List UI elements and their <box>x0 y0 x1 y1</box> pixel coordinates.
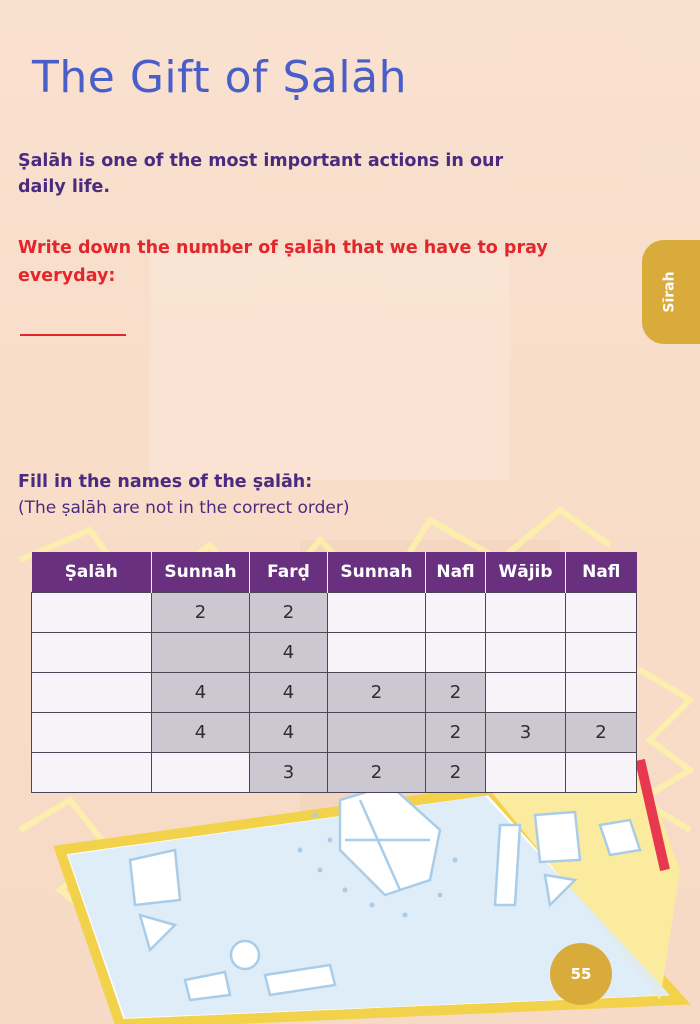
salah-name-cell[interactable] <box>32 753 152 793</box>
header-sunnah-after: Sunnah <box>328 552 426 593</box>
table-cell: 2 <box>426 753 486 793</box>
header-sunnah-before: Sunnah <box>152 552 250 593</box>
header-nafl-last: Nafl <box>566 552 637 593</box>
table-cell <box>486 673 566 713</box>
header-nafl: Nafl <box>426 552 486 593</box>
table-cell <box>486 633 566 673</box>
salah-name-cell[interactable] <box>32 673 152 713</box>
table-cell: 2 <box>566 713 637 753</box>
table-cell: 4 <box>152 673 250 713</box>
table-row <box>32 593 637 633</box>
header-fard: Farḍ <box>250 552 328 593</box>
side-tab-sirah <box>642 240 700 344</box>
header-wajib: Wājib <box>486 552 566 593</box>
instruction-text: Write down the number of ṣalāh that we have to pray everyday: <box>18 238 548 286</box>
table-cell <box>426 593 486 633</box>
table-row <box>32 713 637 753</box>
table-cell: 2 <box>328 673 426 713</box>
table-cell: 2 <box>250 593 328 633</box>
table-cell <box>566 633 637 673</box>
fill-in-heading: Fill in the names of the ṣalāh: <box>18 472 313 492</box>
table-cell: 4 <box>250 713 328 753</box>
table-cell: 2 <box>152 593 250 633</box>
table-header-row <box>32 552 637 593</box>
table-cell <box>566 673 637 713</box>
table-cell: 4 <box>250 673 328 713</box>
table-cell: 4 <box>250 633 328 673</box>
table-cell <box>486 753 566 793</box>
table-cell: 2 <box>426 673 486 713</box>
table-cell <box>566 753 637 793</box>
page-number-badge <box>550 943 612 1005</box>
table-cell: 3 <box>486 713 566 753</box>
table-cell: 2 <box>328 753 426 793</box>
table-cell: 3 <box>250 753 328 793</box>
table-cell <box>486 593 566 633</box>
answer-blank-line[interactable] <box>20 334 126 336</box>
table-cell <box>426 633 486 673</box>
fill-in-note: (The ṣalāh are not in the correct order) <box>18 498 350 518</box>
side-tab-label: Sīrah <box>661 271 678 313</box>
table-cell <box>328 633 426 673</box>
header-salah: Ṣalāh <box>32 552 152 593</box>
page-number: 55 <box>570 965 592 983</box>
salah-name-cell[interactable] <box>32 633 152 673</box>
table-row <box>32 753 637 793</box>
table-cell <box>328 593 426 633</box>
salah-name-cell[interactable] <box>32 713 152 753</box>
table-cell: 2 <box>426 713 486 753</box>
table-cell: 4 <box>152 713 250 753</box>
table-cell <box>152 753 250 793</box>
salah-name-cell[interactable] <box>32 593 152 633</box>
page-title: The Gift of Ṣalāh <box>32 52 407 103</box>
salah-table <box>31 552 637 793</box>
intro-text: Ṣalāh is one of the most important actions in our daily life. <box>18 151 504 197</box>
table-row <box>32 673 637 713</box>
table-cell <box>566 593 637 633</box>
table-cell <box>152 633 250 673</box>
table-cell <box>328 713 426 753</box>
table-row <box>32 633 637 673</box>
